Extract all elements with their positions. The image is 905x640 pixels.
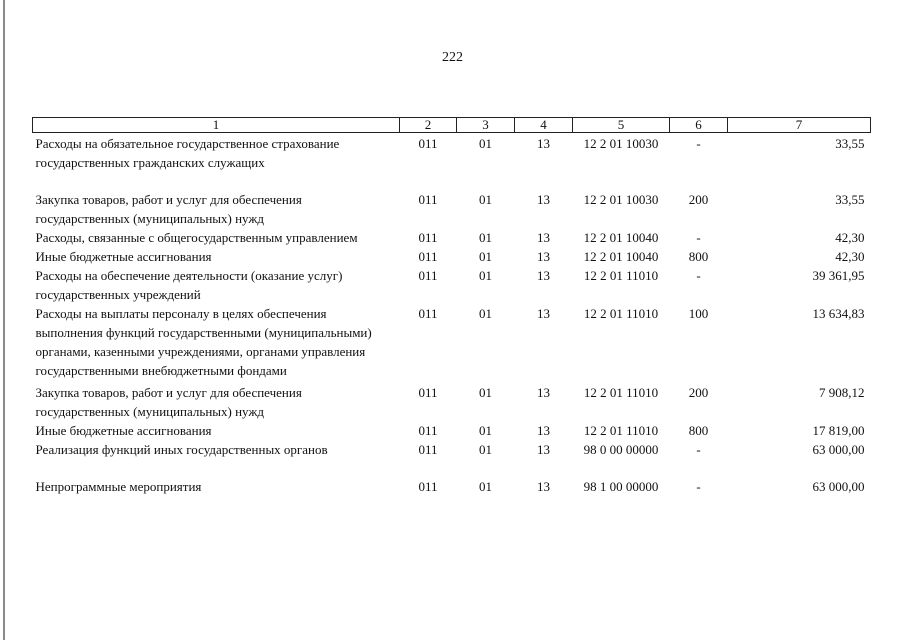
cell-amount: 42,30 [835, 249, 865, 264]
cell-section: 01 [479, 385, 492, 400]
row-name: Иные бюджетные ассигнования [35, 249, 212, 264]
cell-subsection: 13 [537, 230, 550, 245]
cell-expense-type: - [696, 136, 701, 151]
table-row [33, 304, 871, 383]
cell-amount: 13 634,83 [812, 306, 865, 321]
row-name: Иные бюджетные ассигнования [35, 423, 212, 438]
cell-ministry: 011 [418, 479, 438, 494]
cell-target-article: 12 2 01 10030 [583, 136, 659, 151]
cell-expense-type: 800 [688, 249, 709, 264]
cell-section: 01 [479, 442, 492, 457]
row-name: Закупка товаров, работ и услуг для обеспечения государственных (муниципальных) нужд [35, 385, 302, 419]
cell-section: 01 [479, 268, 492, 283]
cell-target-article: 12 2 01 10040 [583, 230, 659, 245]
cell-section: 01 [479, 479, 492, 494]
column-header: 3 [457, 118, 515, 133]
row-name: Расходы, связанные с общегосударственным управлением [35, 230, 358, 245]
cell-target-article: 12 2 01 11010 [583, 385, 659, 400]
table-row [33, 190, 871, 228]
table-row [33, 383, 871, 421]
cell-expense-type: - [696, 479, 701, 494]
row-name: Расходы на обязательное государственное страхование государственных гражданских служащих [35, 136, 340, 170]
row-name: Непрограммные мероприятия [35, 479, 202, 494]
cell-ministry: 011 [418, 306, 438, 321]
table-row [33, 440, 871, 477]
row-name: Расходы на выплаты персоналу в целях обеспечения выполнения функций государственными (муниципальными) органами, казенными учреждениями, органами управления государственными внебюджетными фондами [35, 306, 372, 378]
cell-expense-type: - [696, 230, 701, 245]
scan-edge-line [3, 0, 5, 640]
cell-ministry: 011 [418, 268, 438, 283]
cell-section: 01 [479, 249, 492, 264]
table-row [33, 477, 871, 496]
cell-subsection: 13 [537, 192, 550, 207]
table-row [33, 266, 871, 304]
cell-subsection: 13 [537, 249, 550, 264]
cell-expense-type: 200 [688, 385, 709, 400]
cell-amount: 39 361,95 [812, 268, 865, 283]
cell-section: 01 [479, 136, 492, 151]
row-name: Реализация функций иных государственных органов [35, 442, 328, 457]
page-number: 222 [442, 50, 463, 65]
cell-subsection: 13 [537, 423, 550, 438]
cell-section: 01 [479, 230, 492, 245]
cell-expense-type: - [696, 442, 701, 457]
cell-amount: 17 819,00 [812, 423, 865, 438]
cell-target-article: 12 2 01 11010 [583, 423, 659, 438]
cell-target-article: 98 0 00 00000 [583, 442, 659, 457]
row-name: Закупка товаров, работ и услуг для обеспечения государственных (муниципальных) нужд [35, 192, 302, 226]
cell-subsection: 13 [537, 385, 550, 400]
table-row [33, 247, 871, 266]
cell-subsection: 13 [537, 268, 550, 283]
cell-target-article: 12 2 01 11010 [583, 268, 659, 283]
cell-expense-type: 800 [688, 423, 709, 438]
cell-target-article: 12 2 01 10040 [583, 249, 659, 264]
cell-amount: 42,30 [835, 230, 865, 245]
cell-ministry: 011 [418, 442, 438, 457]
table-row [33, 133, 871, 191]
cell-subsection: 13 [537, 136, 550, 151]
cell-ministry: 011 [418, 249, 438, 264]
cell-ministry: 011 [418, 136, 438, 151]
column-header: 5 [573, 118, 670, 133]
cell-amount: 63 000,00 [812, 479, 865, 494]
budget-table [32, 117, 871, 496]
cell-target-article: 12 2 01 10030 [583, 192, 659, 207]
cell-section: 01 [479, 192, 492, 207]
row-name: Расходы на обеспечение деятельности (оказание услуг) государственных учреждений [35, 268, 343, 302]
column-header: 1 [33, 118, 400, 133]
cell-ministry: 011 [418, 230, 438, 245]
cell-section: 01 [479, 423, 492, 438]
cell-expense-type: - [696, 268, 701, 283]
cell-expense-type: 200 [688, 192, 709, 207]
cell-subsection: 13 [537, 306, 550, 321]
cell-expense-type: 100 [688, 306, 709, 321]
column-header: 7 [728, 118, 871, 133]
column-header: 6 [670, 118, 728, 133]
cell-amount: 33,55 [835, 136, 865, 151]
cell-subsection: 13 [537, 479, 550, 494]
cell-amount: 63 000,00 [812, 442, 865, 457]
cell-ministry: 011 [418, 385, 438, 400]
cell-amount: 7 908,12 [819, 385, 865, 400]
cell-section: 01 [479, 306, 492, 321]
table-header-row [33, 118, 871, 133]
cell-subsection: 13 [537, 442, 550, 457]
cell-ministry: 011 [418, 192, 438, 207]
column-header: 4 [515, 118, 573, 133]
column-header: 2 [400, 118, 457, 133]
cell-target-article: 12 2 01 11010 [583, 306, 659, 321]
cell-ministry: 011 [418, 423, 438, 438]
cell-target-article: 98 1 00 00000 [583, 479, 659, 494]
table-row [33, 421, 871, 440]
table-row [33, 228, 871, 247]
cell-amount: 33,55 [835, 192, 865, 207]
